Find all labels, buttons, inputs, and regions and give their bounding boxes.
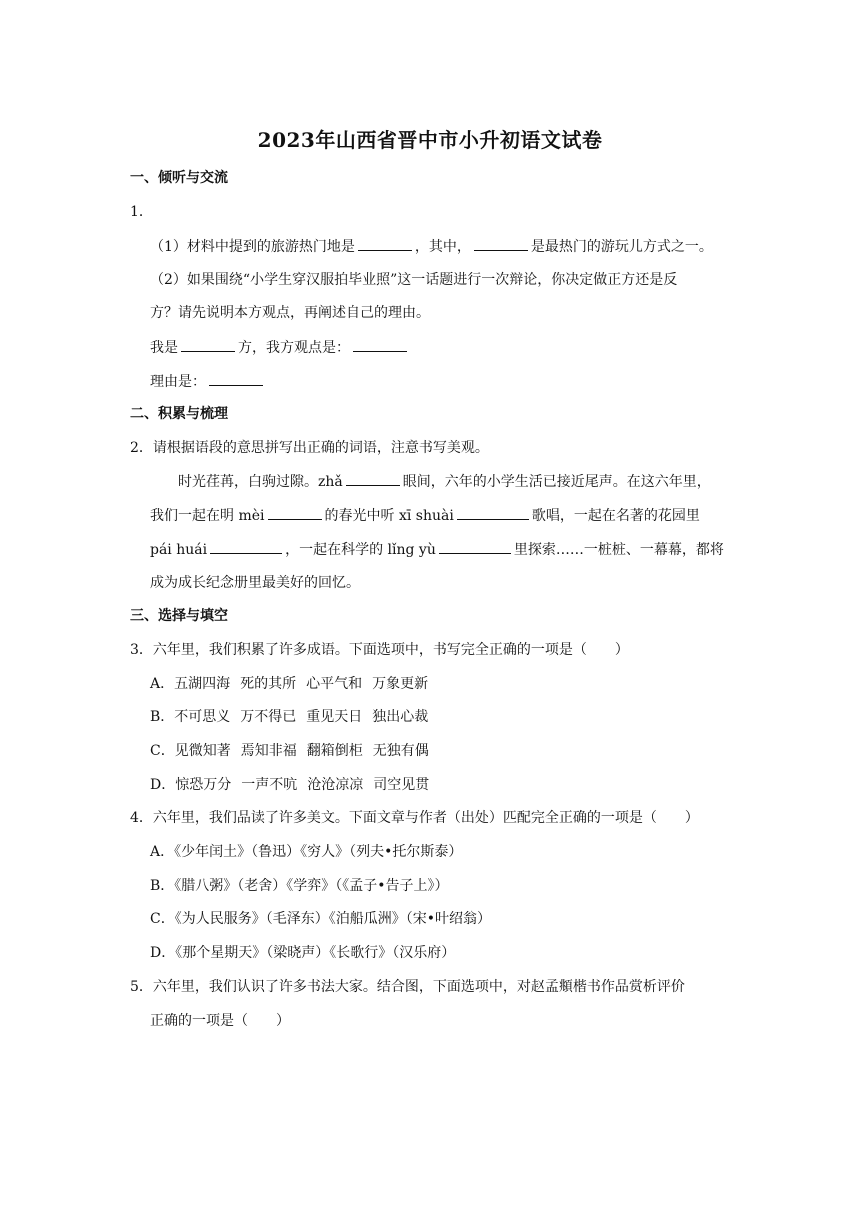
section-heading-3: 三、选择与填空 (130, 608, 228, 624)
question-3-option-c[interactable]: C．见微知著 焉知非福 翻箱倒柜 无独有偶 (150, 743, 429, 759)
answer-blank[interactable] (358, 236, 412, 251)
question-4-stem: 4．六年里，我们品读了许多美文。下面文章与作者（出处）匹配完全正确的一项是（ ） (130, 810, 699, 826)
answer-blank[interactable] (474, 236, 528, 251)
answer-blank[interactable] (181, 337, 235, 352)
question-3-option-a[interactable]: A．五湖四海 死的其所 心平气和 万象更新 (150, 676, 429, 692)
question-3-option-d[interactable]: D．惊恐万分 一声不吭 沧沧凉凉 司空见贯 (150, 777, 430, 793)
question-1-part-1: （1）材料中提到的旅游热门地是 ，其中， 是最热门的游玩儿方式之一。 (150, 236, 713, 257)
question-5-stem-line-1: 5．六年里，我们认识了许多书法大家。结合图，下面选项中，对赵孟頫楷书作品赏析评价 (130, 979, 685, 995)
answer-blank[interactable] (210, 539, 282, 554)
answer-blank[interactable] (439, 539, 511, 554)
answer-blank[interactable] (268, 505, 322, 520)
question-4-option-a[interactable]: A．《少年闰土》（鲁迅）《穷人》（列夫•托尔斯泰） (150, 844, 463, 860)
question-1-reason-line: 理由是： (150, 371, 266, 392)
question-3-option-b[interactable]: B．不可思义 万不得已 重见天日 独出心裁 (150, 709, 429, 725)
answer-blank[interactable] (353, 337, 407, 352)
section-heading-1: 一、倾听与交流 (130, 170, 228, 186)
question-1-number: 1． (130, 204, 153, 220)
question-4-option-d[interactable]: D．《那个星期天》（梁晓声）《长歌行》（汉乐府） (150, 945, 456, 961)
question-5-stem-line-2: 正确的一项是（ ） (150, 1013, 290, 1029)
answer-blank[interactable] (346, 471, 400, 486)
answer-blank[interactable] (209, 371, 263, 386)
question-2-line-1: 时光荏苒，白驹过隙。zhǎ 眼间，六年的小学生活已接近尾声。在这六年里， (178, 471, 711, 492)
question-1-side-line: 我是 方，我方观点是： (150, 337, 410, 358)
page-title: 2023年山西省晋中市小升初语文试卷 (257, 128, 603, 152)
answer-blank[interactable] (457, 505, 529, 520)
question-4-option-b[interactable]: B．《腊八粥》（老舍）《学弈》（《孟子•告子上》） (150, 878, 449, 894)
question-1-part-2-line-1: （2）如果围绕“小学生穿汉服拍毕业照”这一话题进行一次辩论，你决定做正方还是反 (150, 272, 678, 288)
question-3-stem: 3．六年里，我们积累了许多成语。下面选项中，书写完全正确的一项是（ ） (130, 642, 629, 658)
question-2-line-2: 我们一起在明 mèi 的春光中听 xī shuài 歌唱，一起在名著的花园里 (150, 505, 700, 526)
section-heading-2: 二、积累与梳理 (130, 406, 228, 422)
question-2-line-3: pái huái ，一起在科学的 lǐng yù 里探索……一桩桩、一幕幕，都将 (150, 539, 724, 560)
question-2-stem: 2．请根据语段的意思拼写出正确的词语，注意书写美观。 (130, 440, 489, 456)
question-2-line-4: 成为成长纪念册里最美好的回忆。 (150, 575, 360, 591)
question-4-option-c[interactable]: C．《为人民服务》（毛泽东）《泊船瓜洲》（宋•叶绍翁） (150, 911, 491, 927)
question-1-part-2-line-2: 方？请先说明本方观点，再阐述自己的理由。 (150, 305, 430, 321)
